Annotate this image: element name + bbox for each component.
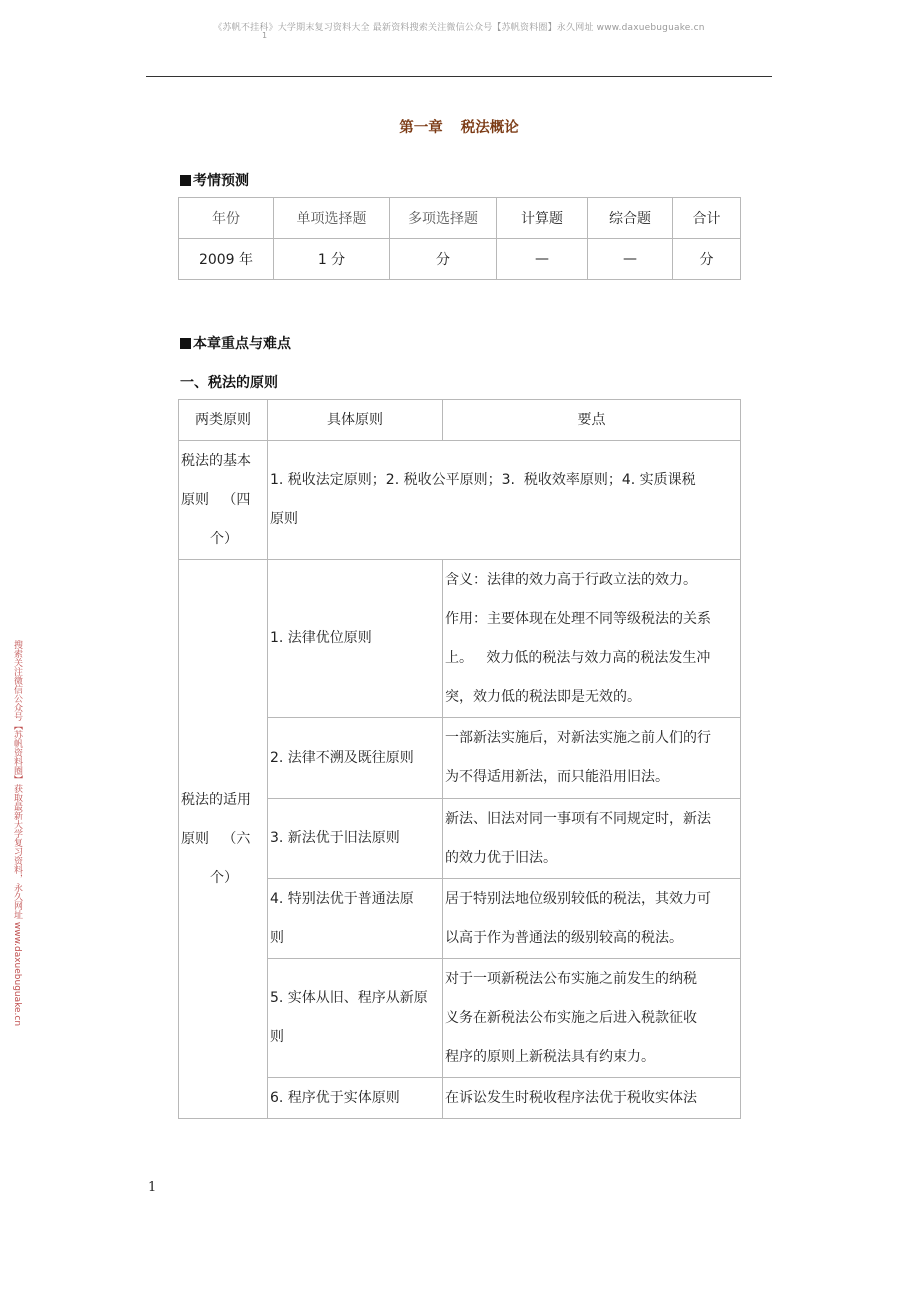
principle-category xyxy=(179,441,268,560)
principle-name-line: 则 xyxy=(270,929,284,946)
point-line: 上。 效力低的税法与效力高的税法发生冲 xyxy=(445,649,711,666)
principle-points xyxy=(443,799,741,879)
principle-name-line: 2. 法律不溯及既往原则 xyxy=(270,749,414,766)
principle-name xyxy=(268,718,443,799)
section-title: 本章重点与难点 xyxy=(193,336,291,352)
point-line: 为不得适用新法，而只能沿用旧法。 xyxy=(445,769,669,785)
content-line: 原则 xyxy=(270,511,298,527)
principle-name-line: 1. 法律优位原则 xyxy=(270,630,372,646)
principle-name-line: 则 xyxy=(270,1029,284,1045)
principle-name xyxy=(268,1078,443,1119)
chapter-title xyxy=(0,116,918,137)
category-line: 个） xyxy=(210,530,238,547)
table-header-cell: 具体原则 xyxy=(268,400,443,441)
table-cell: 分 xyxy=(673,239,741,280)
table-header-row xyxy=(179,198,741,239)
header-tick: 1 xyxy=(262,31,268,40)
principle-points xyxy=(443,1078,741,1119)
exam-forecast-table xyxy=(178,197,741,280)
table-header-cell: 多项选择题 xyxy=(390,198,497,239)
category-line: 税法的适用 xyxy=(181,791,251,808)
page-number: 1 xyxy=(148,1180,157,1195)
point-line: 的效力优于旧法。 xyxy=(445,849,557,866)
section-title: 考情预测 xyxy=(193,173,249,189)
point-line: 程序的原则上新税法具有约束力。 xyxy=(445,1048,655,1065)
point-line: 以高于作为普通法的级别较高的税法。 xyxy=(445,929,683,946)
point-line: 含义：法律的效力高于行政立法的效力。 xyxy=(445,571,697,588)
point-line: 对于一项新税法公布实施之前发生的纳税 xyxy=(445,970,697,987)
table-header-cell: 单项选择题 xyxy=(274,198,390,239)
content-line: 1. 税收法定原则；2. 税收公平原则；3. 税收效率原则；4. 实质课税 xyxy=(270,472,696,488)
point-line: 义务在新税法公布实施之后进入税款征收 xyxy=(445,1009,697,1026)
category-line: 个） xyxy=(210,869,238,886)
table-cell: — xyxy=(588,239,673,280)
principle-name xyxy=(268,959,443,1078)
table-header-cell: 计算题 xyxy=(497,198,588,239)
table-header-cell: 要点 xyxy=(443,400,741,441)
tax-principles-table xyxy=(178,399,741,1119)
table-cell: 1 分 xyxy=(274,239,390,280)
table-header-cell: 综合题 xyxy=(588,198,673,239)
principle-name-line: 3. 新法优于旧法原则 xyxy=(270,830,400,846)
category-line: 原则 （四 xyxy=(181,491,251,508)
table-cell: 分 xyxy=(390,239,497,280)
point-line: 在诉讼发生时税收程序法优于税收实体法 xyxy=(445,1089,697,1106)
table-cell: — xyxy=(497,239,588,280)
category-line: 税法的基本 xyxy=(181,452,251,469)
principle-name-line: 6. 程序优于实体原则 xyxy=(270,1089,400,1106)
point-line: 居于特别法地位级别较低的税法，其效力可 xyxy=(445,890,711,907)
section-exam-forecast xyxy=(180,170,249,190)
point-line: 一部新法实施后，对新法实施之前人们的行 xyxy=(445,730,711,746)
header-note: 《苏帆不挂科》大学期末复习资料大全 最新资料搜索关注微信公众号【苏帆资料圈】永久网址 www.daxuebuguake.cn xyxy=(213,23,705,33)
header-rule xyxy=(146,76,772,77)
chapter-number: 第一章 xyxy=(399,120,443,136)
principle-name-line: 4. 特别法优于普通法原 xyxy=(270,890,414,907)
principle-points xyxy=(443,959,741,1078)
table-row xyxy=(179,239,741,280)
square-bullet-icon xyxy=(180,338,191,349)
point-line: 作用：主要体现在处理不同等级税法的关系 xyxy=(445,610,711,627)
point-line: 突，效力低的税法即是无效的。 xyxy=(445,688,641,705)
side-note: 搜索关注微信公众号【苏帆资料圈】获取最新大学复习资料，永久网址 www.daxuebuguake.cn xyxy=(12,640,22,1027)
subsection-title: 一、税法的原则 xyxy=(180,375,278,391)
table-header-row xyxy=(179,400,741,441)
basic-principles-content xyxy=(268,441,741,560)
category-line: 原则 （六 xyxy=(181,830,251,847)
square-bullet-icon xyxy=(180,175,191,186)
point-line: 新法、旧法对同一事项有不同规定时，新法 xyxy=(445,810,711,827)
principle-name xyxy=(268,799,443,879)
table-header-cell: 两类原则 xyxy=(179,400,268,441)
section-key-points xyxy=(180,333,291,353)
principle-name xyxy=(268,560,443,718)
principle-points xyxy=(443,718,741,799)
principle-name xyxy=(268,879,443,959)
principle-points xyxy=(443,560,741,718)
principle-name-line: 5. 实体从旧、程序从新原 xyxy=(270,990,428,1006)
table-header-cell: 合计 xyxy=(673,198,741,239)
table-header-cell: 年份 xyxy=(179,198,274,239)
table-row xyxy=(179,560,741,718)
principle-points xyxy=(443,879,741,959)
principle-category xyxy=(179,560,268,1119)
chapter-name: 税法概论 xyxy=(460,120,519,136)
table-row xyxy=(179,441,741,560)
table-cell: 2009 年 xyxy=(179,239,274,280)
